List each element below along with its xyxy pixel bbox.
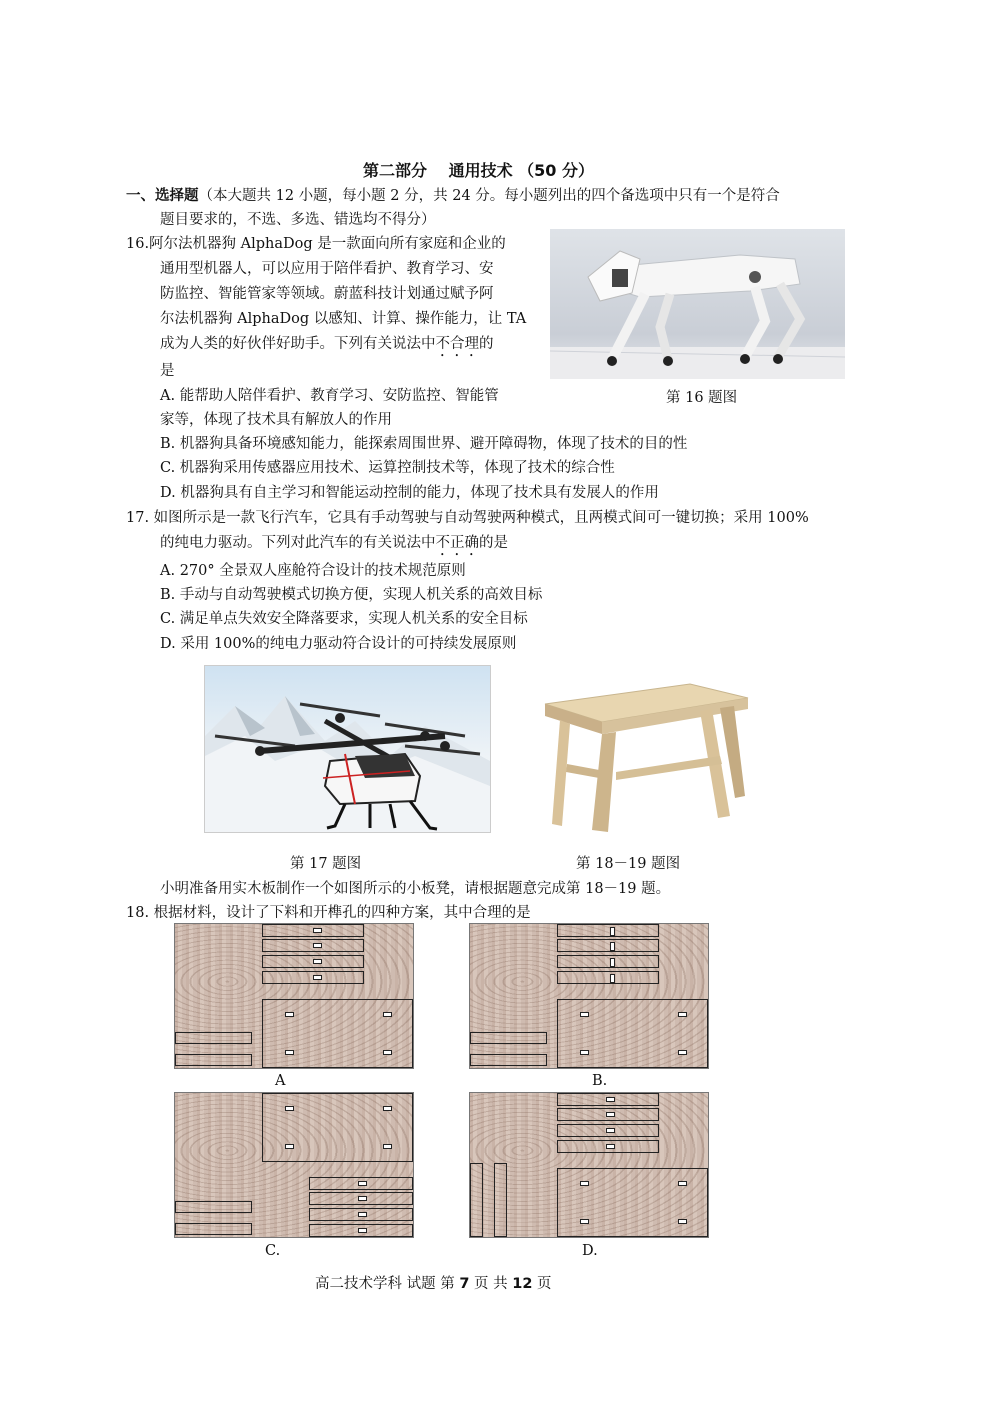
- scheme-d-leg-4: [557, 1140, 659, 1153]
- q16-option-d: D. 机器狗具有自主学习和智能运动控制的能力，体现了技术具有发展人的作用: [160, 485, 659, 501]
- scheme-b-leg-2: [557, 939, 659, 952]
- scheme-b-leg-1: [557, 924, 659, 937]
- scheme-d-leg-2: [557, 1108, 659, 1121]
- scheme-a-leg-4: [262, 971, 364, 984]
- scheme-b-stretcher-2: [470, 1054, 547, 1066]
- scheme-d-stretcher-2: [494, 1163, 507, 1237]
- scheme-d-stretcher-1: [470, 1163, 483, 1237]
- scheme-d-label: D.: [582, 1243, 598, 1259]
- scheme-d-leg-3: [557, 1124, 659, 1137]
- footer-suffix: 页: [532, 1276, 552, 1292]
- scheme-a-board: [174, 923, 414, 1069]
- q18-stem: 18. 根据材料，设计了下料和开榫孔的四种方案，其中合理的是: [126, 905, 531, 921]
- scheme-c-stretcher-2: [175, 1223, 252, 1235]
- scheme-b-board: [469, 923, 709, 1069]
- scheme-a-leg-1: [262, 924, 364, 937]
- q17-option-c: C. 满足单点失效安全降落要求，实现人机关系的安全目标: [160, 611, 528, 627]
- q16-option-a-line2: 家等，体现了技术具有解放人的作用: [160, 412, 392, 428]
- scheme-a-label: A: [275, 1073, 286, 1089]
- scheme-c-leg-4: [309, 1224, 413, 1237]
- scheme-a-seat: [262, 999, 413, 1068]
- wooden-stool-image: [540, 676, 755, 834]
- flying-car-image: [204, 665, 491, 833]
- scheme-c-label: C.: [265, 1243, 281, 1259]
- q17-stem-line1: 17. 如图所示是一款飞行汽车，它具有手动驾驶与自动驾驶两种模式，且两模式间可一键切换；采用 100%: [126, 510, 809, 526]
- part-heading-line2: 题目要求的，不选、多选、错选均不得分）: [160, 212, 436, 228]
- q16-stem-line3: 防监控、智能管家等领域。蔚蓝科技计划通过赋予阿: [160, 286, 494, 302]
- scheme-d-seat: [557, 1168, 708, 1237]
- q18-19-figure-caption: 第 18－19 题图: [576, 856, 681, 872]
- scheme-c-leg-3: [309, 1208, 413, 1221]
- scheme-b-label: B.: [592, 1073, 608, 1089]
- scheme-c-leg-1: [309, 1177, 413, 1190]
- q17-emphasis: 不正确: [435, 535, 479, 551]
- q17-stem-line2: [160, 533, 508, 559]
- part-heading-text: （本大题共 12 小题，每小题 2 分，共 24 分。每小题列出的四个备选项中只有一个是符合: [198, 188, 780, 204]
- scheme-b-stretcher-1: [470, 1032, 547, 1044]
- scheme-d-board: [469, 1092, 709, 1238]
- q16-option-c: C. 机器狗采用传感器应用技术、运算控制技术等，体现了技术的综合性: [160, 460, 615, 476]
- q16-option-a-line1: A. 能帮助人陪伴看护、教育学习、安防监控、智能管: [160, 388, 499, 404]
- scheme-a-leg-2: [262, 939, 364, 952]
- scheme-c-board: [174, 1092, 414, 1238]
- footer-mid: 页 共: [469, 1276, 513, 1292]
- footer-prefix: 高二技术学科 试题 第: [315, 1276, 460, 1292]
- section-title: 第二部分 通用技术 （50 分）: [363, 161, 594, 180]
- part-heading-label: 一、选择题: [126, 188, 199, 204]
- q16-stem-tail: 的: [479, 336, 494, 352]
- footer-total-pages: 12: [512, 1276, 533, 1292]
- scheme-a-stretcher-2: [175, 1054, 252, 1066]
- scheme-a-leg-3: [262, 955, 364, 968]
- q17-option-d: D. 采用 100%的纯电力驱动符合设计的可持续发展原则: [160, 636, 517, 652]
- q16-stem-line2: 通用型机器人，可以应用于陪伴看护、教育学习、安: [160, 261, 494, 277]
- q17-stem-text: 的纯电力驱动。下列对此汽车的有关说法中: [160, 535, 436, 551]
- q16-stem-line1: 16.阿尔法机器狗 AlphaDog 是一款面向所有家庭和企业的: [126, 236, 506, 252]
- q16-stem-line6: 是: [160, 363, 175, 379]
- q17-stem-tail: 的是: [479, 535, 508, 551]
- scheme-c-seat: [262, 1093, 413, 1162]
- q16-stem-line4: 尔法机器狗 AlphaDog 以感知、计算、操作能力，让 TA: [160, 311, 527, 327]
- scheme-b-leg-3: [557, 955, 659, 968]
- robot-dog-image: [550, 229, 845, 379]
- q18-19-intro: 小明准备用实木板制作一个如图所示的小板凳，请根据题意完成第 18－19 题。: [160, 881, 671, 897]
- q17-option-a: A. 270° 全景双人座舱符合设计的技术规范原则: [160, 563, 466, 579]
- q16-emphasis: 不合理: [435, 336, 479, 352]
- scheme-c-leg-2: [309, 1192, 413, 1205]
- q16-stem-line5: [160, 334, 494, 360]
- scheme-b-leg-4: [557, 971, 659, 984]
- q17-figure-caption: 第 17 题图: [290, 856, 362, 872]
- scheme-b-seat: [557, 999, 708, 1068]
- page-footer: [315, 1274, 552, 1294]
- part-heading: [126, 186, 780, 206]
- q17-option-b: B. 手动与自动驾驶模式切换方便，实现人机关系的高效目标: [160, 587, 543, 603]
- scheme-c-stretcher-1: [175, 1201, 252, 1213]
- scheme-a-stretcher-1: [175, 1032, 252, 1044]
- q16-figure-caption: 第 16 题图: [666, 390, 738, 406]
- footer-page-number: 7: [459, 1276, 470, 1292]
- scheme-d-leg-1: [557, 1093, 659, 1106]
- q16-option-b: B. 机器狗具备环境感知能力，能探索周围世界、避开障碍物，体现了技术的目的性: [160, 436, 688, 452]
- q16-stem-text: 成为人类的好伙伴好助手。下列有关说法中: [160, 336, 436, 352]
